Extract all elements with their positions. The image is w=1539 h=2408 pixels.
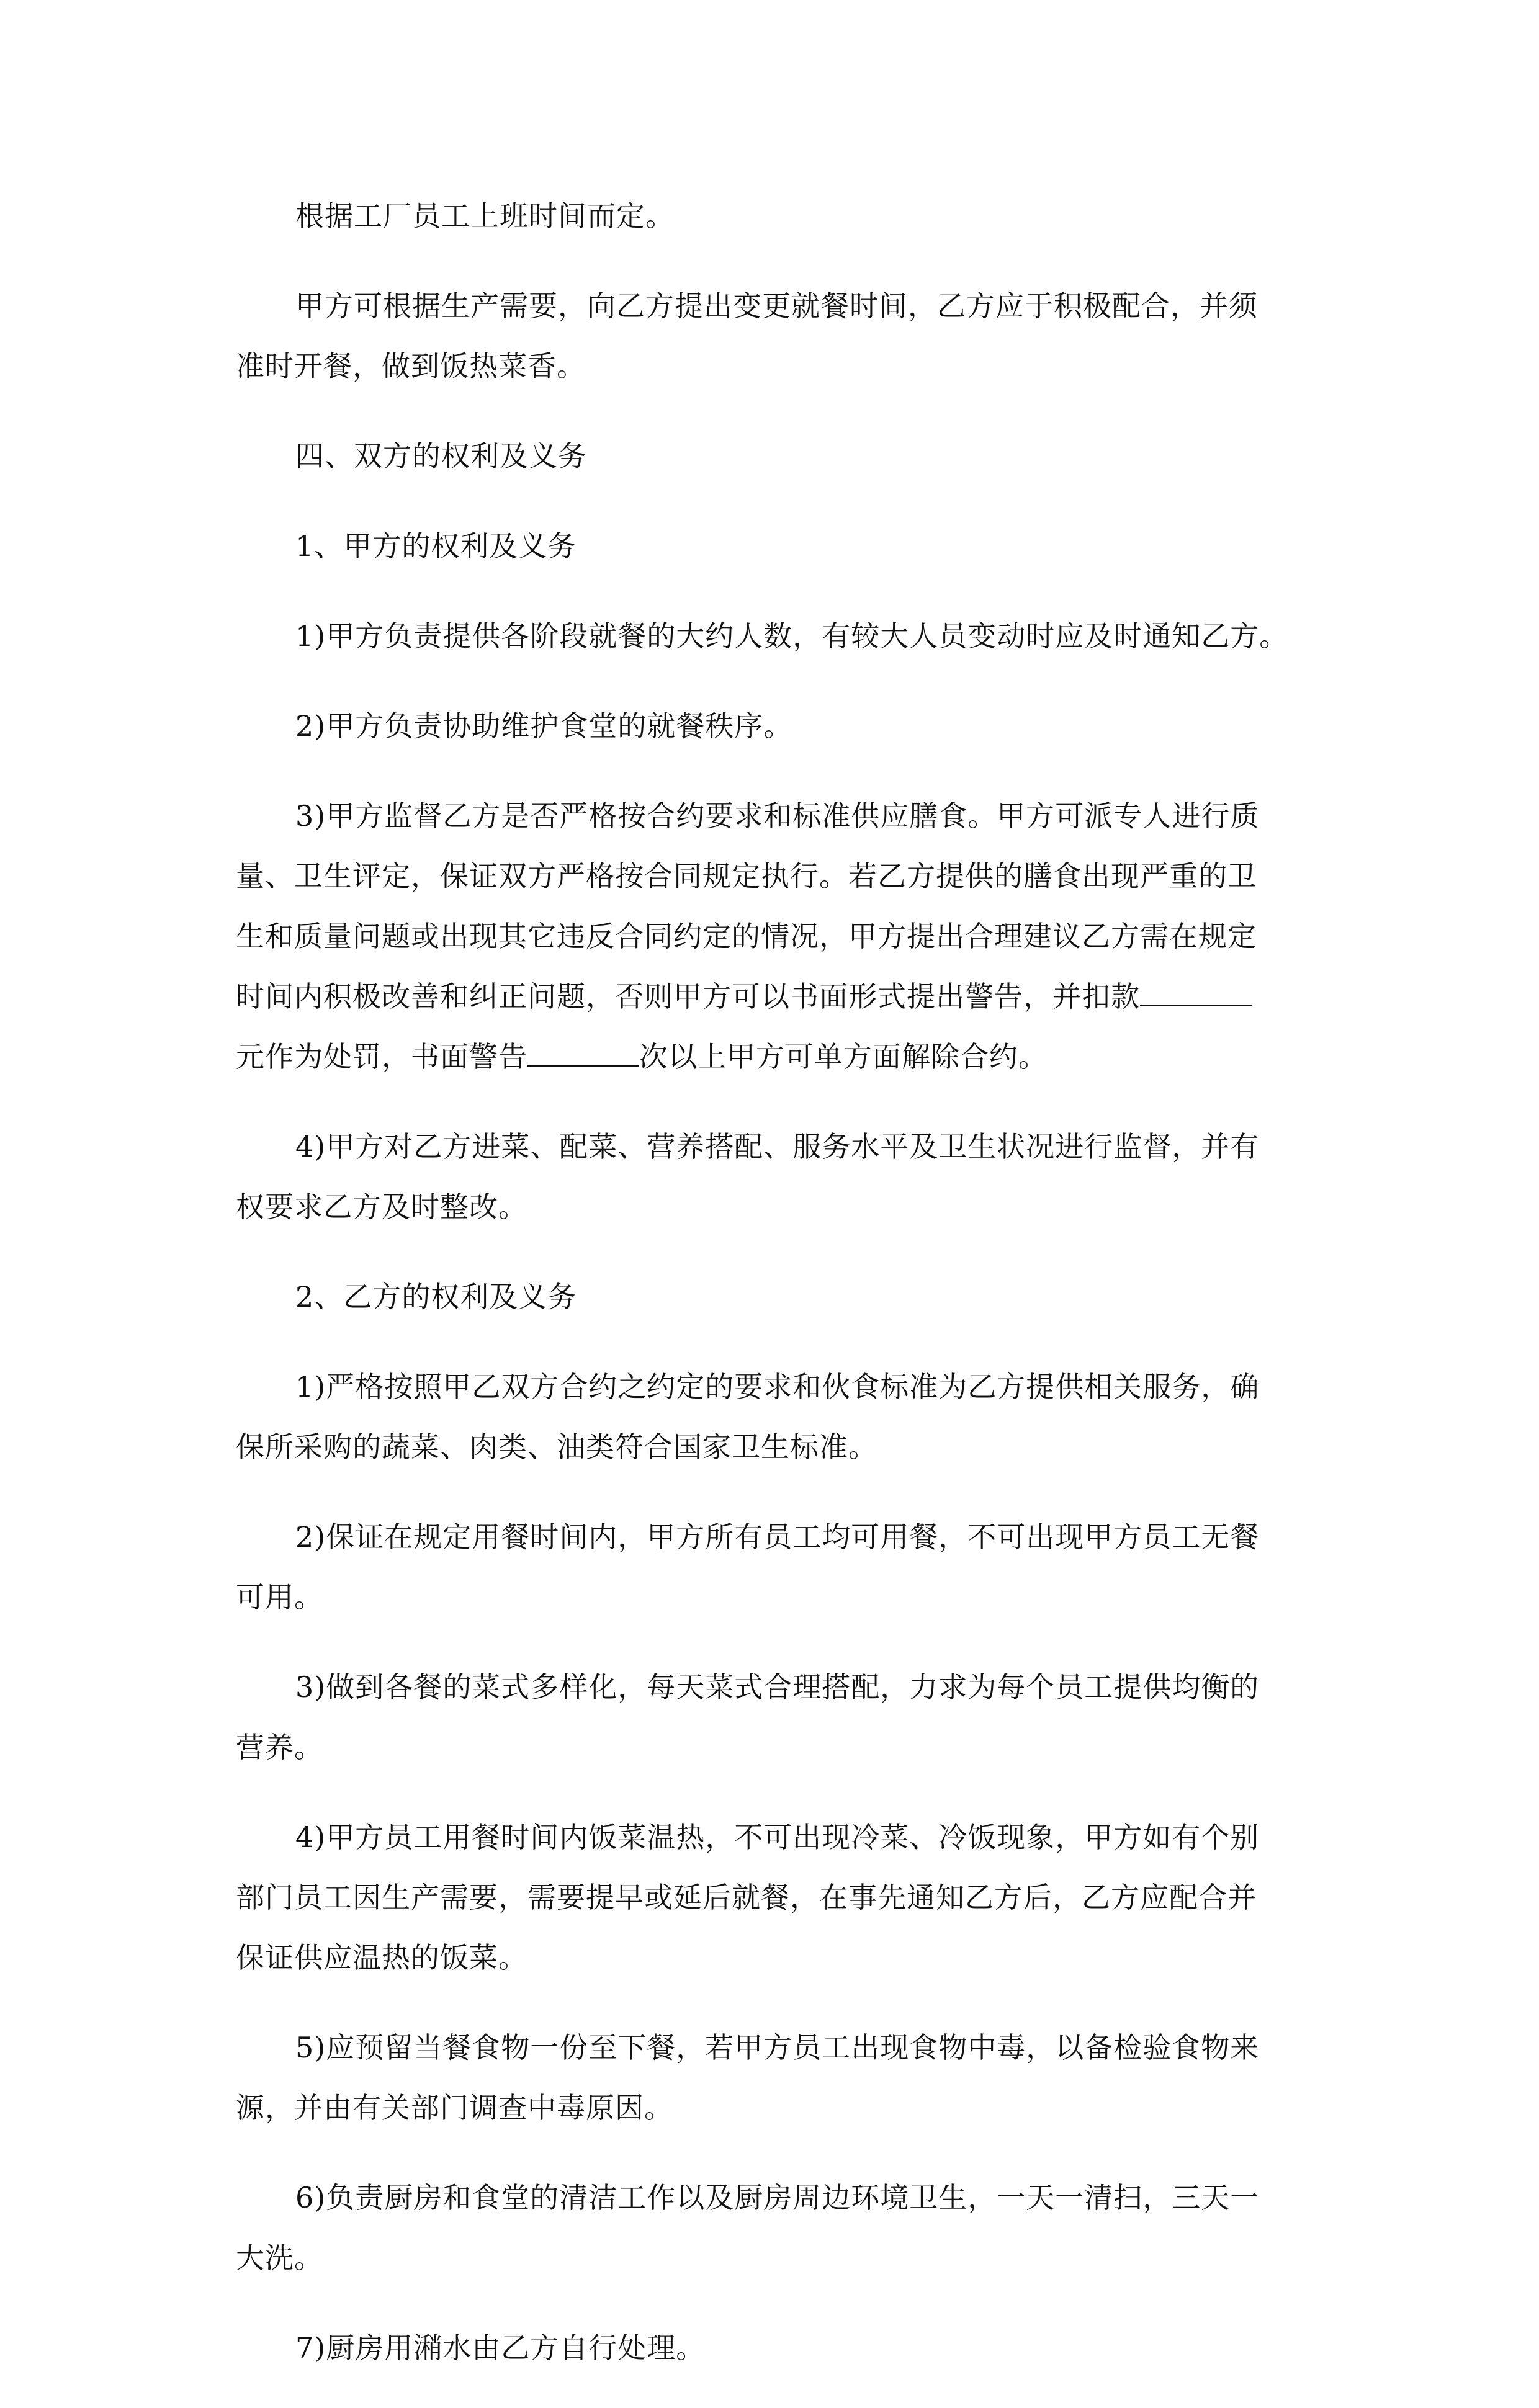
text-line: 源，并由有关部门调查中毒原因。 <box>236 2091 673 2124</box>
section-heading <box>236 426 1303 486</box>
text-line: 准时开餐，做到饭热菜香。 <box>236 349 586 383</box>
paragraph <box>236 606 1303 666</box>
paragraph <box>236 2318 1303 2378</box>
paragraph <box>236 1357 1303 1477</box>
text-line: 4)甲方员工用餐时间内饭菜温热，不可出现冷菜、冷饭现象，甲方如有个别 <box>295 1820 1260 1854</box>
text-line: 可用。 <box>236 1580 323 1614</box>
text-line <box>236 1027 1303 1087</box>
text-line: 甲方可根据生产需要，向乙方提出变更就餐时间，乙方应于积极配合，并须 <box>295 289 1258 323</box>
text-line: 1)甲方负责提供各阶段就餐的大约人数，有较大人员变动时应及时通知乙方。 <box>295 619 1289 653</box>
paragraph <box>236 186 1303 246</box>
text-line: 2、乙方的权利及义务 <box>295 1280 577 1314</box>
text-line: 部门员工因生产需要，需要提早或延后就餐，在事先通知乙方后，乙方应配合并 <box>236 1881 1257 1914</box>
fill-in-blank[interactable] <box>527 1041 639 1067</box>
text-line: 保证供应温热的饭菜。 <box>236 1941 527 1974</box>
paragraph <box>236 1507 1303 1627</box>
paragraph <box>236 276 1303 396</box>
paragraph <box>236 696 1303 756</box>
paragraph <box>236 1117 1303 1237</box>
text-line: 大洗。 <box>236 2241 323 2275</box>
paragraph <box>236 786 1303 1087</box>
paragraph <box>236 2168 1303 2288</box>
text-segment: 时间内积极改善和纠正问题，否则甲方可以书面形式提出警告，并扣款 <box>236 980 1140 1013</box>
text-line: 2)甲方负责协助维护食堂的就餐秩序。 <box>295 709 793 743</box>
text-line: 1、甲方的权利及义务 <box>295 529 577 563</box>
text-line: 3)做到各餐的菜式多样化，每天菜式合理搭配，力求为每个员工提供均衡的 <box>295 1670 1260 1704</box>
text-line: 2)保证在规定用餐时间内，甲方所有员工均可用餐，不可出现甲方员工无餐 <box>295 1520 1260 1554</box>
subsection-heading <box>236 1267 1303 1327</box>
text-line: 生和质量问题或出现其它违反合同约定的情况，甲方提出合理建议乙方需在规定 <box>236 920 1257 953</box>
fill-in-blank[interactable] <box>1140 980 1252 1006</box>
text-segment: 次以上甲方可单方面解除合约。 <box>639 1040 1048 1073</box>
text-line: 5)应预留当餐食物一份至下餐，若甲方员工出现食物中毒，以备检验食物来 <box>295 2031 1260 2064</box>
text-line: 四、双方的权利及义务 <box>295 439 587 473</box>
text-line: 量、卫生评定，保证双方严格按合同规定执行。若乙方提供的膳食出现严重的卫 <box>236 859 1257 893</box>
document-body <box>236 186 1303 2408</box>
text-line: 保所采购的蔬菜、肉类、油类符合国家卫生标准。 <box>236 1430 877 1464</box>
subsection-heading <box>236 516 1303 576</box>
text-line: 4)甲方对乙方进菜、配菜、营养搭配、服务水平及卫生状况进行监督，并有 <box>295 1130 1260 1163</box>
text-line: 营养。 <box>236 1730 323 1764</box>
text-line: 权要求乙方及时整改。 <box>236 1190 527 1224</box>
paragraph <box>236 2018 1303 2138</box>
text-line: 根据工厂员工上班时间而定。 <box>295 199 675 233</box>
text-line: 1)严格按照甲乙双方合约之约定的要求和伙食标准为乙方提供相关服务，确 <box>295 1370 1260 1403</box>
text-line: 3)甲方监督乙方是否严格按合约要求和标准供应膳食。甲方可派专人进行质 <box>295 799 1260 833</box>
text-segment: 元作为处罚，书面警告 <box>236 1040 527 1073</box>
text-line: 6)负责厨房和食堂的清洁工作以及厨房周边环境卫生，一天一清扫，三天一 <box>295 2181 1260 2214</box>
text-line: 7)厨房用潲水由乙方自行处理。 <box>295 2331 706 2365</box>
text-line <box>236 967 1303 1027</box>
paragraph <box>236 1657 1303 1778</box>
paragraph <box>236 1807 1303 1988</box>
